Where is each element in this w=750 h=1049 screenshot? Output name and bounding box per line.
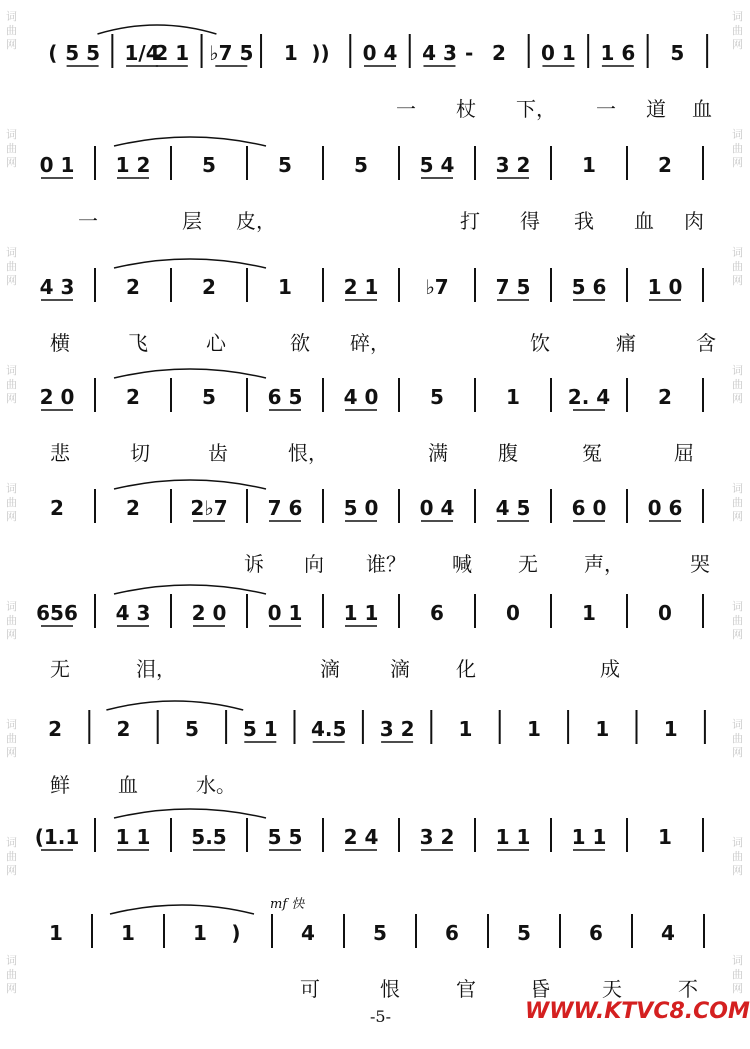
lyric-char: 滴	[390, 657, 410, 681]
note-group: 0 4	[419, 496, 455, 520]
lyric-char: 恨，	[288, 441, 328, 465]
note-group: 2	[491, 41, 506, 65]
watermark-char: 网	[732, 38, 743, 51]
watermark-char: 曲	[6, 850, 17, 863]
watermark-char: 曲	[6, 24, 17, 37]
note-group: 6	[589, 921, 603, 945]
note-group: 6 0	[571, 496, 607, 520]
staff-row	[49, 905, 704, 1001]
lyric-char: 官	[456, 977, 476, 1001]
note-group: 5 0	[343, 496, 379, 520]
lyric-char: 昏	[530, 977, 550, 1001]
watermark-char: 曲	[732, 496, 743, 509]
note-group: 3 2	[379, 717, 415, 741]
note-group: 1	[283, 41, 298, 65]
note-group: 0	[506, 601, 520, 625]
lyric-char: 喊	[452, 552, 472, 576]
note-group: 5 5	[65, 41, 101, 65]
watermark-char: 词	[732, 718, 743, 731]
note-group: 1	[121, 921, 135, 945]
note-group: 5	[670, 41, 685, 65]
lyric-char: 无	[50, 657, 70, 681]
watermark-char: 词	[732, 128, 743, 141]
lyric-char: 飞	[128, 331, 148, 355]
note-group: 4.5	[310, 717, 347, 741]
staff-row	[50, 480, 710, 576]
page-number: -5-	[370, 1007, 391, 1026]
note-group: 1 1	[495, 825, 531, 849]
watermark-char: 词	[6, 954, 17, 967]
note-group: 2	[48, 717, 63, 741]
note-group: 2	[116, 717, 131, 741]
note-group: 2	[202, 275, 216, 299]
note-group: 1 0	[647, 275, 683, 299]
lyric-char: 含	[696, 331, 716, 355]
watermark-char: 词	[6, 10, 17, 23]
lyric-char: 诉	[244, 552, 264, 576]
watermark-char: 曲	[732, 142, 743, 155]
watermark-char: 词	[6, 718, 17, 731]
note-group: 4 5	[495, 496, 531, 520]
watermark-char: 词	[6, 246, 17, 259]
lyric-char: 血	[692, 97, 712, 121]
note-group: 2♭7	[190, 496, 228, 520]
note-group: 2	[658, 153, 672, 177]
note-group: 2 0	[191, 601, 227, 625]
note-group: 1	[595, 717, 610, 741]
watermark-char: 网	[6, 38, 17, 51]
staff-row	[40, 259, 716, 355]
watermark-char: 曲	[6, 260, 17, 273]
lyric-char: 杖	[456, 97, 476, 121]
lyric-char: 层	[182, 209, 202, 233]
note-group: 0	[658, 601, 672, 625]
lyric-char: 饮	[530, 331, 550, 355]
note-group: (	[48, 41, 58, 65]
note-group: 5	[184, 717, 199, 741]
lyric-char: 天	[602, 977, 622, 1001]
note-group: 1	[658, 825, 672, 849]
note-group: 2 0	[39, 385, 75, 409]
lyric-char: 向	[304, 552, 324, 576]
note-group: 5 6	[571, 275, 607, 299]
lyric-char: 皮，	[236, 209, 276, 233]
lyric-char: 水。	[196, 773, 236, 797]
watermark-char: 曲	[732, 968, 743, 981]
watermark-char: 网	[6, 274, 17, 287]
note-group: 1	[458, 717, 473, 741]
note-group: 1	[193, 921, 207, 945]
note-group: 5	[202, 153, 216, 177]
note-group: 5.5	[191, 825, 227, 849]
note-group: 5	[278, 153, 292, 177]
note-group: 1	[506, 385, 520, 409]
watermark-char: 网	[732, 864, 743, 877]
note-group: 2 1	[154, 41, 190, 65]
watermark-char: 网	[732, 156, 743, 169]
watermark-char: 网	[6, 982, 17, 995]
lyric-char: 打	[460, 209, 480, 233]
watermark-char: 词	[6, 836, 17, 849]
lyric-char: 心	[206, 331, 226, 355]
lyric-char: 下，	[516, 97, 556, 121]
lyric-char: 成	[600, 657, 620, 681]
lyric-char: 可	[300, 977, 320, 1001]
watermark-char: 曲	[732, 614, 743, 627]
watermark-char: 词	[732, 954, 743, 967]
watermark-char: 网	[6, 156, 17, 169]
slur	[114, 480, 266, 489]
watermark-char: 词	[732, 364, 743, 377]
lyric-char: 横	[50, 331, 70, 355]
lyric-char: 泪，	[136, 657, 176, 681]
watermark-char: 曲	[732, 260, 743, 273]
note-group: -	[465, 41, 474, 65]
note-group: 4 3	[39, 275, 75, 299]
note-group: 6 5	[267, 385, 303, 409]
note-group: 4 3	[422, 41, 457, 65]
lyric-char: 无	[518, 552, 538, 576]
note-group: 3 2	[495, 153, 531, 177]
lyric-char: 恨	[380, 977, 400, 1001]
note-group: ♭7 5	[209, 41, 254, 65]
slur	[106, 701, 243, 710]
lyric-char: 不	[678, 977, 698, 1001]
note-group: 1	[278, 275, 292, 299]
note-group: 7 5	[495, 275, 531, 299]
note-group: 5	[373, 921, 387, 945]
watermark-char: 曲	[732, 24, 743, 37]
note-group: 4 3	[115, 601, 151, 625]
note-group: 0 4	[362, 41, 398, 65]
slur	[114, 585, 266, 594]
note-group: 2	[658, 385, 672, 409]
watermark-char: 网	[732, 274, 743, 287]
watermark-char: 曲	[6, 496, 17, 509]
lyric-char: 痛	[616, 331, 636, 355]
watermark-char: 词	[732, 836, 743, 849]
lyric-char: 血	[118, 773, 138, 797]
watermark-char: 网	[6, 510, 17, 523]
note-group: 1	[582, 153, 596, 177]
note-group: 2 4	[343, 825, 379, 849]
note-group: 5	[430, 385, 444, 409]
lyric-char: 得	[520, 209, 540, 233]
note-group: 2	[50, 496, 64, 520]
note-group: 2	[126, 275, 140, 299]
note-group: 4	[301, 921, 315, 945]
lyric-char: 肉	[684, 209, 704, 233]
note-group: 6	[430, 601, 444, 625]
watermark-char: 网	[732, 510, 743, 523]
lyric-char: 声，	[584, 552, 624, 576]
lyric-char: 屈	[674, 441, 694, 465]
staff-row	[48, 25, 712, 121]
slur	[114, 259, 266, 268]
watermark-char: 网	[732, 628, 743, 641]
staff-rows	[35, 25, 716, 1001]
note-group: 2. 4	[567, 385, 611, 409]
lyric-char: 齿	[208, 441, 228, 465]
slur	[110, 905, 254, 914]
note-group: 0 1	[267, 601, 303, 625]
watermark-char: 网	[6, 392, 17, 405]
note-group: 5	[202, 385, 216, 409]
note-group: 1 1	[115, 825, 151, 849]
note-group: 1/4	[124, 41, 160, 65]
watermark-char: 词	[732, 600, 743, 613]
slur	[97, 25, 216, 34]
staff-row	[36, 585, 703, 681]
lyric-char: 道	[646, 97, 666, 121]
note-group: 1	[663, 717, 678, 741]
note-group: 1 1	[343, 601, 379, 625]
note-group: 5 1	[242, 717, 278, 741]
note-group: 1	[49, 921, 63, 945]
watermark-char: 网	[6, 746, 17, 759]
staff-row	[40, 137, 704, 233]
note-group: 4 0	[343, 385, 379, 409]
watermark-char: 曲	[6, 732, 17, 745]
watermark-char: 曲	[732, 850, 743, 863]
note-group: 2 1	[343, 275, 379, 299]
note-group: 1	[526, 717, 541, 741]
watermark-char: 词	[6, 600, 17, 613]
note-group: 5	[354, 153, 368, 177]
watermark-char: 词	[6, 364, 17, 377]
lyric-char: 哭	[690, 552, 710, 576]
watermark-char: 词	[732, 482, 743, 495]
lyric-char: 腹	[498, 441, 518, 465]
note-group: 5 4	[419, 153, 455, 177]
note-group: 6	[445, 921, 459, 945]
note-group: 1 2	[115, 153, 151, 177]
staff-row	[48, 701, 705, 797]
lyric-char: 滴	[320, 657, 340, 681]
lyric-char: 切	[130, 441, 150, 465]
watermark-char: 曲	[732, 732, 743, 745]
lyric-char: 化	[456, 657, 476, 681]
watermark-char: 曲	[6, 378, 17, 391]
watermark-char: 网	[732, 982, 743, 995]
lyric-char: 我	[574, 209, 594, 233]
note-group: ))	[311, 41, 330, 65]
lyric-char: 一	[78, 209, 98, 233]
slur	[114, 809, 266, 818]
note-group: 5 5	[267, 825, 303, 849]
note-group: 1	[582, 601, 596, 625]
watermark-char: 词	[732, 10, 743, 23]
note-group: 0 6	[647, 496, 683, 520]
lyric-char: 冤	[582, 441, 602, 465]
note-group: 2	[126, 385, 140, 409]
watermark-char: 曲	[6, 142, 17, 155]
note-group: 1 6	[600, 41, 636, 65]
note-group: (1.1	[34, 825, 80, 849]
tempo-mark: mf 快	[270, 897, 305, 912]
watermark-char: 曲	[6, 968, 17, 981]
watermark-char: 词	[732, 246, 743, 259]
watermark-char: 词	[6, 128, 17, 141]
lyric-char: 满	[428, 441, 448, 465]
lyric-char: 一	[596, 97, 616, 121]
note-group: 4	[661, 921, 675, 945]
note-group: ♭7	[425, 275, 449, 299]
lyric-char: 谁？	[366, 552, 406, 576]
lyric-char: 碎，	[350, 331, 390, 355]
note-group: 5	[517, 921, 531, 945]
note-group: 2	[126, 496, 140, 520]
staff-row	[35, 809, 703, 852]
site-logo: WWW.KTVC8.COM	[525, 999, 750, 1024]
note-group: 7 6	[267, 496, 303, 520]
staff-row	[40, 369, 703, 465]
watermark-char: 网	[732, 746, 743, 759]
watermark-char: 词	[6, 482, 17, 495]
watermark-char: 网	[732, 392, 743, 405]
lyric-char: 鲜	[50, 773, 70, 797]
note-group: 656	[36, 601, 78, 625]
note-group: 1 1	[571, 825, 607, 849]
note-group: )	[231, 921, 241, 945]
slur	[114, 369, 266, 378]
lyric-char: 欲	[290, 331, 310, 355]
watermark-char: 网	[6, 864, 17, 877]
note-group: 0 1	[39, 153, 75, 177]
watermark-char: 网	[6, 628, 17, 641]
watermark-char: 曲	[6, 614, 17, 627]
slur	[114, 137, 266, 146]
lyric-char: 血	[634, 209, 654, 233]
lyric-char: 一	[396, 97, 416, 121]
lyric-char: 悲	[50, 441, 70, 465]
note-group: 0 1	[541, 41, 576, 65]
watermark-char: 曲	[732, 378, 743, 391]
note-group: 3 2	[419, 825, 455, 849]
